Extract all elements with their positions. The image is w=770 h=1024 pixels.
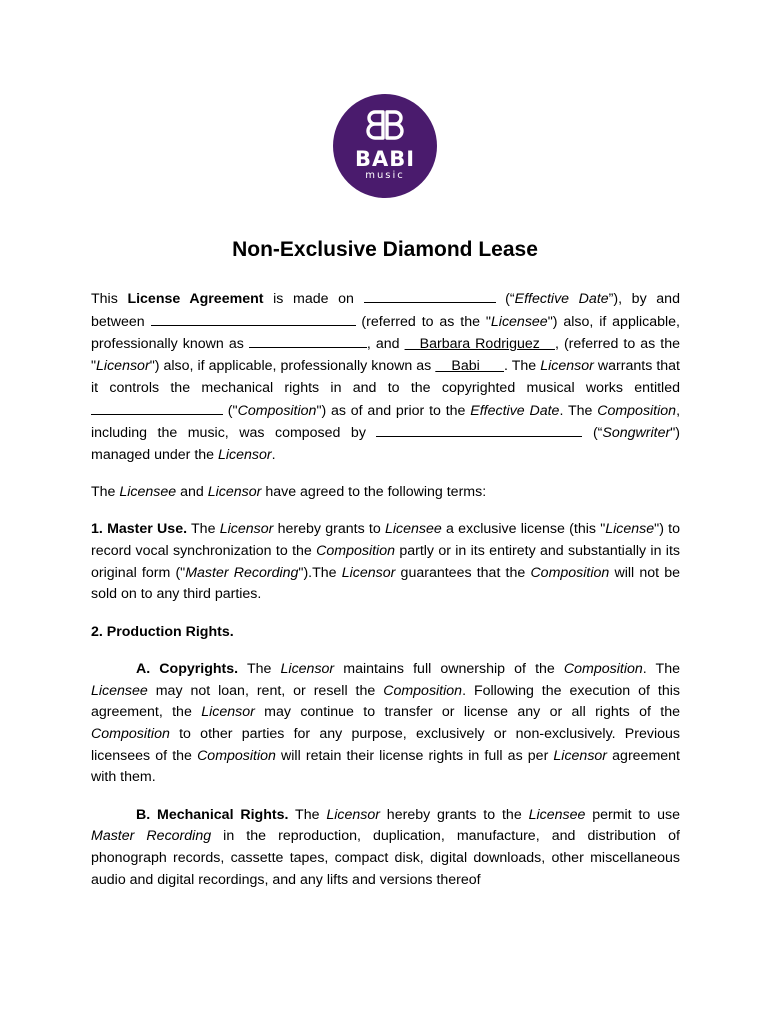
production-rights-heading: 2. Production Rights. xyxy=(91,623,234,640)
intro-paragraph: This License Agreement is made on (“Effective Date”), by and between (referred to as the "Licensee") also, if applicable, professionally known as , and Barbara Rodriguez , (referred to as the "Licensor") also, if applicable, professionally known as Babi . The Licensor warrants that it controls the mechanical rights in and to the copyrighted musical works entitled ("Composition") as of and prior to the Effective Date. The Composition, including the music, was composed by (“Songwriter") managed under the Licensor. xyxy=(91,288,680,467)
logo-sub-text: music xyxy=(365,169,405,181)
songwriter-blank[interactable] xyxy=(376,422,582,437)
document-title: Non-Exclusive Diamond Lease xyxy=(232,238,538,261)
mechanical-rights-heading: B. Mechanical Rights. xyxy=(136,806,289,823)
licensee-name-blank[interactable] xyxy=(151,311,356,326)
licensee-alias-blank[interactable] xyxy=(249,333,367,348)
copyrights-section: A. Copyrights. The Licensor maintains full ownership of the Composition. The Licensee may not loan, rent, or resell the Composition. Following the execution of this agreement, the Licensor may continue to transfer or license any or all rights of the Composition to other parties for any purpose, exclusively or non-exclusively. Previous licensees of the Composition will retain their license rights in full as per Licensor agreement with them. xyxy=(91,660,681,786)
composition-title-blank[interactable] xyxy=(91,400,223,415)
babi-music-logo xyxy=(333,94,437,198)
effective-date-blank[interactable] xyxy=(364,288,496,303)
bb-monogram-icon xyxy=(365,108,405,142)
agreed-terms-paragraph: The Licensee and Licensor have agreed to the following terms: xyxy=(91,484,487,501)
logo-brand-text: BABI xyxy=(354,146,416,171)
licensor-alias-fill: Babi xyxy=(435,358,505,375)
mechanical-rights-section: B. Mechanical Rights. The Licensor hereby grants to the Licensee permit to use Master Recording in the reproduction, duplication, manufacture, and distribution of phonograph records, cassette tapes, compact disk, digital downloads, other miscellaneous audio and digital recordings, and any lifts and versions thereof xyxy=(91,806,681,888)
master-use-heading: 1. Master Use. xyxy=(91,521,188,538)
production-rights-heading-paragraph xyxy=(91,622,680,644)
master-use-section: 1. Master Use. The Licensor hereby grants to Licensee a exclusive license (this "License") to record vocal synchronization to the Composition partly or in its entirety and substantially in its original form ("Master Recording").The Licensor guarantees that the Composition will not be sold on to any third parties. xyxy=(91,521,681,603)
document-body xyxy=(91,288,680,907)
copyrights-heading: A. Copyrights. xyxy=(136,660,239,677)
licensor-name-fill: Barbara Rodriguez xyxy=(404,336,555,353)
